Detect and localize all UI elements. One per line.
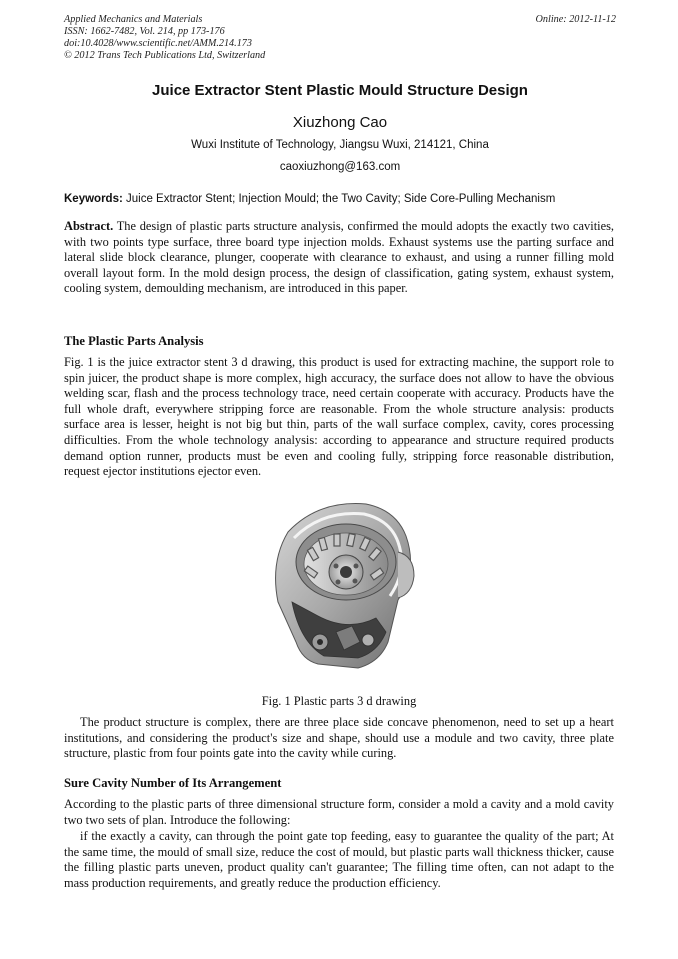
copyright-line: © 2012 Trans Tech Publications Ltd, Switzerland [64,50,266,61]
section1-paragraph-1: Fig. 1 is the juice extractor stent 3 d drawing, this product is used for extracting machine, the support role to spin juicer, the product shape is more complex, high accuracy, the surface does not allow to have the obvious welding scar, flash and the process technology trace, need certain cooperate with accuracy. Products have the full whole draft, everywhere stripping force are reasonable. From the whole structure analysis: products surface area is lesser, height is not big but thin, parts of the wall surface complex, cavity, cores processing difficulties. From the whole technology analysis: according to appearance and structure required products demand option runner, products must be even and cooling fully, stripping force reasonable distribution, request ejector institutions ejector even. [64,355,614,479]
author-name: Xiuzhong Cao [292,114,388,131]
doi-line: doi:10.4028/www.scientific.net/AMM.214.173 [64,38,252,49]
keywords-label: Keywords: [64,193,123,205]
journal-header [64,14,616,62]
journal-name: Applied Mechanics and Materials [64,14,203,25]
plastic-part-drawing [248,492,428,688]
paper-title: Juice Extractor Stent Plastic Mould Structure Design [152,82,528,99]
section2-paragraph-2: if the exactly a cavity, can through the point gate top feeding, easy to guarantee the quality of the part; At the same time, the mould of small size, reduce the cost of mould, but plastic parts wall thickness thicker, cause the filling plastic parts uneven, product quality can't guarantee; The filling time often, can not adapt to the mass production requirements, and greatly reduce the production efficiency. [64,829,614,890]
section2-paragraph-1: According to the plastic parts of three dimensional structure form, consider a mold a cavity and a mold cavity two two sets of plan. Introduce the following: [64,797,614,827]
figure-caption: Fig. 1 Plastic parts 3 d drawing [261,694,417,708]
abstract [64,219,614,297]
keywords-text: Juice Extractor Stent; Injection Mould; the Two Cavity; Side Core-Pulling Mechanism [126,193,556,205]
keywords [64,193,624,205]
author-affiliation: Wuxi Institute of Technology, Jiangsu Wuxi, 214121, China [191,139,489,151]
abstract-label: Abstract. [64,219,114,233]
section-heading-plastic-parts: The Plastic Parts Analysis [64,334,204,348]
abstract-text: The design of plastic parts structure analysis, confirmed the mould adopts the exactly two cavities, with two points type surface, three board type injection molds. Exhaust systems use the parting surface and lateral slide block clearance, plunger, cooperate with clearance to exhaust, and using a runner filling mold overall layout form. In the mold design process, the design of classification, gating system, exhaust system, cooling system, demoulding mechanism, are introduced in this paper. [64,219,615,296]
issn-line: ISSN: 1662-7482, Vol. 214, pp 173-176 [64,26,225,37]
section1-paragraph-2: The product structure is complex, there are three place side concave phenomenon, need to set up a heart institutions, and considering the product's size and shape, should use a module and two cavity, three plate structure, plastic from four points gate into the cavity while curing. [64,715,614,761]
online-date: Online: 2012-11-12 [535,14,616,25]
section-heading-cavity-number: Sure Cavity Number of Its Arrangement [64,776,282,790]
figure-plastic-part-3d [248,492,428,688]
author-email: caoxiuzhong@163.com [279,161,401,173]
